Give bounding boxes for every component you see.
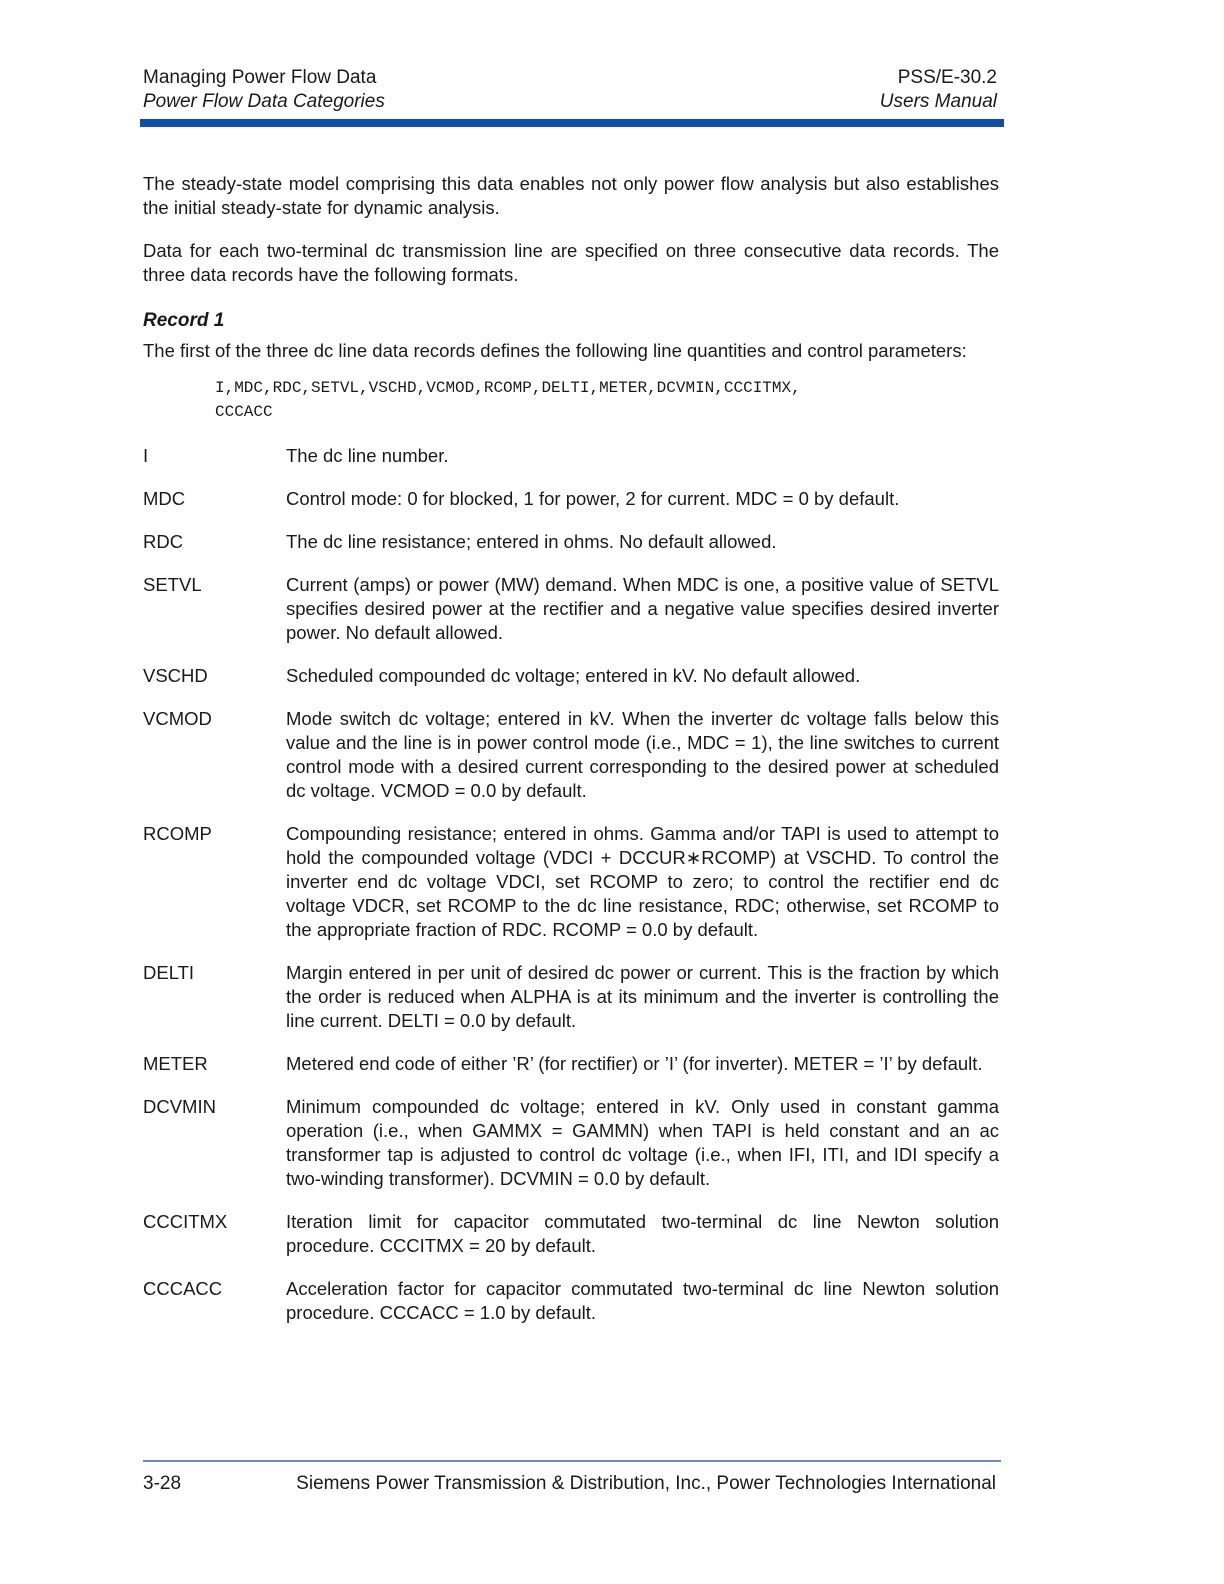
intro-paragraph-2: Data for each two-terminal dc transmission line are specified on three consecutive data records. The three data records have the following formats. [143, 240, 999, 285]
definition-term: CCCACC [143, 1278, 223, 1299]
definition-term: VSCHD [143, 665, 208, 686]
definition-term: DCVMIN [143, 1096, 216, 1117]
intro-paragraph-1: The steady-state model comprising this data enables not only power flow analysis but also establishes the initial steady-state for dynamic analysis. [143, 173, 999, 218]
definition-description: Compounding resistance; entered in ohms. Gamma and/or TAPI is used to attempt to hold the compounded voltage (VDCI + DCCUR∗RCOMP) at VSCHD. To control the inverter end dc voltage VDCI, set RCOMP to zero; to control the rectifier end dc voltage VDCR, set RCOMP to the dc line resistance, RDC; otherwise, set RCOMP to the appropriate fraction of RDC. RCOMP = 0.0 by default. [286, 823, 999, 940]
definition-description: The dc line number. [286, 445, 449, 466]
definition-item [143, 707, 999, 803]
definition-description: Mode switch dc voltage; entered in kV. When the inverter dc voltage falls below this value and the line is in power control mode (i.e., MDC = 1), the line switches to current control mode with a desired current corresponding to the desired power at scheduled dc voltage. VCMOD = 0.0 by default. [286, 708, 999, 801]
record-format-line-1: I,MDC,RDC,SETVL,VSCHD,VCMOD,RCOMP,DELTI,METER,DCVMIN,CCCITMX, [215, 379, 801, 397]
record-description: The first of the three dc line data records defines the following line quantities and control parameters: [143, 340, 967, 361]
header-divider [140, 119, 1004, 127]
definition-description: Minimum compounded dc voltage; entered in kV. Only used in constant gamma operation (i.e., when GAMMX = GAMMN) when TAPI is held constant and an ac transformer tap is adjusted to control dc voltage (i.e., when IFI, ITI, and IDI specify a two-winding transformer). DCVMIN = 0.0 by default. [286, 1096, 999, 1189]
definition-item [143, 1210, 999, 1258]
definition-item [143, 664, 999, 688]
definition-item [143, 573, 999, 645]
footer-divider [143, 1460, 1001, 1462]
footer-company-name: Siemens Power Transmission & Distribution, Inc., Power Technologies International [296, 1473, 996, 1494]
header-section-title: Power Flow Data Categories [143, 91, 385, 112]
record-format-code [215, 376, 999, 424]
definition-description: Current (amps) or power (MW) demand. When MDC is one, a positive value of SETVL specifies desired power at the rectifier and a negative value specifies desired inverter power. No default allowed. [286, 574, 999, 643]
definition-list [143, 444, 999, 1325]
definition-term: I [143, 445, 149, 466]
page-header [143, 64, 997, 116]
definition-item [143, 1277, 999, 1325]
definition-term: VCMOD [143, 708, 212, 729]
definition-term: CCCITMX [143, 1211, 228, 1232]
definition-item [143, 961, 999, 1033]
definition-description: Metered end code of either ’R’ (for rectifier) or ’I’ (for inverter). METER = ’I’ by default. [286, 1053, 983, 1074]
header-product-name: PSS/E-30.2 [897, 67, 997, 88]
definition-item [143, 1052, 999, 1076]
definition-item [143, 822, 999, 942]
footer-page-number: 3-28 [143, 1473, 182, 1494]
definition-term: DELTI [143, 962, 195, 983]
header-manual-name: Users Manual [879, 91, 997, 112]
definition-description: Scheduled compounded dc voltage; entered in kV. No default allowed. [286, 665, 861, 686]
page-content [143, 172, 999, 1344]
definition-description: The dc line resistance; entered in ohms. No default allowed. [286, 531, 777, 552]
definition-item [143, 487, 999, 511]
definition-term: RDC [143, 531, 184, 552]
definition-item [143, 1095, 999, 1191]
header-chapter-title: Managing Power Flow Data [143, 67, 377, 88]
definition-item [143, 530, 999, 554]
record-heading: Record 1 [143, 310, 225, 331]
definition-term: SETVL [143, 574, 202, 595]
definition-term: METER [143, 1053, 208, 1074]
definition-description: Control mode: 0 for blocked, 1 for power, 2 for current. MDC = 0 by default. [286, 488, 900, 509]
definition-description: Margin entered in per unit of desired dc power or current. This is the fraction by which the order is reduced when ALPHA is at its minimum and the inverter is controlling the line current. DELTI = 0.0 by default. [286, 962, 999, 1031]
record-format-line-2: CCCACC [215, 403, 273, 421]
definition-item [143, 444, 999, 468]
definition-description: Acceleration factor for capacitor commutated two-terminal dc line Newton solution procedure. CCCACC = 1.0 by default. [286, 1278, 999, 1323]
definition-description: Iteration limit for capacitor commutated two-terminal dc line Newton solution procedure. CCCITMX = 20 by default. [286, 1211, 999, 1256]
definition-term: MDC [143, 488, 186, 509]
definition-term: RCOMP [143, 823, 212, 844]
